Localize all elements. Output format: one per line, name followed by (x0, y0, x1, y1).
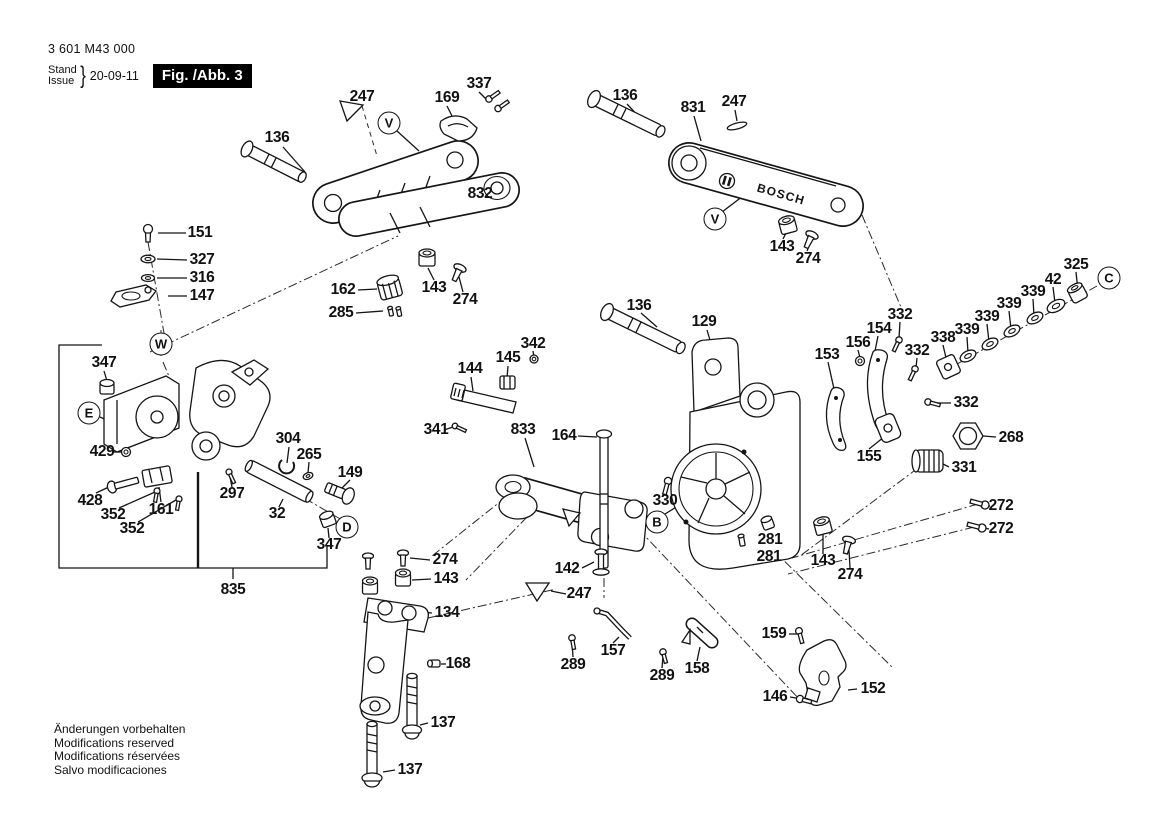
part-label-153: 153 (814, 346, 840, 363)
part-label-289: 289 (560, 656, 586, 673)
part-label-147: 147 (189, 287, 215, 304)
part-352-screw-1 (152, 488, 160, 503)
part-label-142: 142 (554, 560, 580, 577)
part-label-339: 339 (1020, 283, 1046, 300)
part-label-164: 164 (551, 427, 577, 444)
part-274-screw-right (800, 229, 819, 250)
part-label-332: 332 (887, 306, 913, 323)
part-label-144: 144 (457, 360, 483, 377)
issue-date: 20-09-11 (89, 69, 139, 83)
part-327-washer (141, 255, 155, 263)
part-label-161: 161 (148, 501, 174, 518)
part-label-136: 136 (264, 129, 290, 146)
part-342-nut (530, 355, 538, 363)
part-label-429: 429 (89, 443, 115, 460)
part-143-bushing-right (778, 214, 798, 235)
part-label-42: 42 (1044, 271, 1062, 288)
part-label-327: 327 (189, 251, 215, 268)
note-line-en: Modifications reserved (54, 735, 175, 750)
part-347-bushing-right (319, 510, 337, 528)
part-339-washer-4 (1025, 310, 1045, 327)
part-134-link (360, 598, 428, 723)
part-label-129: 129 (691, 313, 717, 330)
part-label-832: 832 (467, 185, 493, 202)
part-268-locknut (953, 423, 983, 449)
part-label-274: 274 (837, 566, 863, 583)
part-272-screw-1 (969, 497, 989, 510)
bosch-logo-text: BOSCH (755, 180, 807, 208)
part-label-339: 339 (996, 295, 1022, 312)
part-265-washer (302, 471, 314, 480)
note-line-es: Salvo modificaciones (54, 762, 167, 777)
part-label-831: 831 (680, 99, 706, 116)
part-332-screw-3 (924, 398, 941, 408)
part-label-274: 274 (452, 291, 478, 308)
part-label-272: 272 (988, 497, 1014, 514)
part-129-bracket (671, 338, 800, 569)
part-label-136: 136 (612, 87, 638, 104)
ref-circle-W: W (150, 333, 173, 356)
part-label-337: 337 (466, 75, 492, 92)
part-831-link-arm-bosch (672, 146, 845, 212)
part-289-screw-left (568, 634, 577, 649)
part-label-325: 325 (1063, 256, 1089, 273)
part-label-168: 168 (445, 655, 471, 672)
part-label-145: 145 (495, 349, 521, 366)
part-147-bracket (111, 285, 156, 307)
part-label-330: 330 (652, 492, 678, 509)
part-label-339: 339 (954, 321, 980, 338)
ref-circle-V: V (378, 112, 401, 135)
part-151-screw (144, 225, 153, 243)
part-label-134: 134 (434, 604, 460, 621)
part-label-347: 347 (316, 536, 342, 553)
part-285-pins (387, 304, 402, 318)
part-247-washer-top-right (727, 121, 748, 132)
part-label-154: 154 (866, 320, 892, 337)
ref-circle-B: B (646, 511, 669, 534)
part-label-265: 265 (296, 446, 322, 463)
construction-lines (148, 106, 1097, 702)
part-label-332: 332 (904, 342, 930, 359)
part-label-143: 143 (810, 552, 836, 569)
part-label-143: 143 (421, 279, 447, 296)
part-158-detent (682, 624, 712, 644)
part-428-bolt (106, 474, 140, 494)
part-label-342: 342 (520, 335, 546, 352)
part-label-143: 143 (433, 570, 459, 587)
part-label-316: 316 (189, 269, 215, 286)
issue-label: Issue (48, 75, 75, 87)
part-label-156: 156 (845, 334, 871, 351)
part-157-lever (594, 608, 630, 638)
part-label-341: 341 (423, 421, 449, 438)
part-label-272: 272 (988, 520, 1014, 537)
part-label-268: 268 (998, 429, 1024, 446)
part-label-352: 352 (100, 506, 126, 523)
part-332-screw-2 (907, 365, 919, 382)
part-label-137: 137 (397, 761, 423, 778)
part-143-bushing-134-right (396, 569, 411, 586)
part-331-knob (912, 450, 943, 472)
part-168-pin (428, 660, 440, 667)
part-325-nut (1066, 281, 1088, 304)
part-label-247: 247 (349, 88, 375, 105)
part-label-331: 331 (951, 459, 977, 476)
part-label-152: 152 (860, 680, 886, 697)
part-number: 3 601 M43 000 (48, 42, 136, 56)
part-label-297: 297 (219, 485, 245, 502)
part-136-bolt-top-right (585, 88, 668, 141)
part-136-bolt-top-left (239, 139, 310, 186)
part-label-146: 146 (762, 688, 788, 705)
part-label-352: 352 (119, 520, 145, 537)
part-label-833: 833 (510, 421, 536, 438)
part-162-nut (376, 273, 403, 300)
part-156-nut (856, 357, 865, 366)
part-169-clamp (440, 116, 477, 141)
part-274-screw-134-left (363, 553, 374, 569)
part-247-triangle-marker-top (340, 101, 363, 121)
part-316-washer (142, 275, 155, 282)
part-833-arm (496, 475, 647, 551)
brace-glyph: } (79, 62, 86, 89)
part-label-332: 332 (953, 394, 979, 411)
part-153-gasket (826, 387, 845, 450)
part-274-screw-top (448, 262, 467, 283)
modifications-note (54, 723, 185, 777)
part-label-158: 158 (684, 660, 710, 677)
ref-circle-E: E (78, 402, 101, 425)
part-label-162: 162 (330, 281, 356, 298)
part-motor-plate-E (104, 376, 179, 452)
part-341-pin (451, 422, 467, 433)
part-338-plate (936, 354, 962, 380)
part-347-bushing-left (100, 380, 114, 395)
part-337-screws (485, 88, 511, 114)
part-136-bolt-middle (598, 301, 688, 357)
part-label-285: 285 (328, 304, 354, 321)
part-274-screw-bottom-right (839, 535, 856, 555)
part-149-bolt (323, 479, 357, 506)
part-label-247: 247 (721, 93, 747, 110)
part-137-bolt-2 (362, 721, 382, 787)
figure-label: Fig. /Abb. 3 (153, 64, 252, 88)
part-143-bushing-bottom-right (813, 515, 833, 536)
ref-circle-D: D (336, 516, 359, 539)
part-pivot-housing (190, 360, 270, 460)
part-label-281: 281 (757, 531, 783, 548)
part-145-clamp (500, 376, 515, 389)
part-label-289: 289 (649, 667, 675, 684)
part-161-block (142, 466, 173, 488)
ref-circle-C: C (1098, 267, 1121, 290)
part-143-bushing-134-left (363, 577, 378, 594)
part-289-screw-right (659, 648, 669, 664)
part-label-835: 835 (220, 581, 246, 598)
part-label-274: 274 (795, 250, 821, 267)
part-137-bolt-1 (403, 673, 422, 739)
part-label-274: 274 (432, 551, 458, 568)
part-label-149: 149 (337, 464, 363, 481)
part-label-155: 155 (856, 448, 882, 465)
part-159-screw (795, 627, 806, 644)
part-label-32: 32 (268, 505, 286, 522)
part-label-304: 304 (275, 430, 301, 447)
part-272-screw-2 (966, 520, 986, 533)
part-247-triangle-marker-bottom (526, 583, 549, 601)
note-line-de: Änderungen vorbehalten (54, 722, 186, 736)
part-352-screw-2 (174, 496, 182, 511)
part-label-143: 143 (769, 238, 795, 255)
part-143-bushing-top (419, 249, 435, 266)
part-label-159: 159 (761, 625, 787, 642)
part-label-247: 247 (566, 585, 592, 602)
note-line-fr: Modifications réservées (54, 749, 181, 764)
part-label-338: 338 (930, 329, 956, 346)
part-label-339: 339 (974, 308, 1000, 325)
stand-label: Stand (48, 63, 77, 76)
part-332-screw-1 (891, 336, 903, 353)
part-42-washer (1045, 297, 1067, 316)
part-832-link-arm (325, 152, 511, 233)
part-label-151: 151 (187, 224, 213, 241)
part-label-137: 137 (430, 714, 456, 731)
part-label-169: 169 (434, 89, 460, 106)
part-label-136: 136 (626, 297, 652, 314)
ref-circle-V: V (704, 208, 727, 231)
part-label-281: 281 (756, 548, 782, 565)
part-label-428: 428 (77, 492, 103, 509)
part-274-screw-134-right (398, 550, 409, 566)
part-label-157: 157 (600, 642, 626, 659)
part-152-clamp (799, 640, 846, 706)
part-339-washer-2 (980, 336, 1000, 353)
part-429-nut (122, 448, 131, 457)
part-label-347: 347 (91, 354, 117, 371)
